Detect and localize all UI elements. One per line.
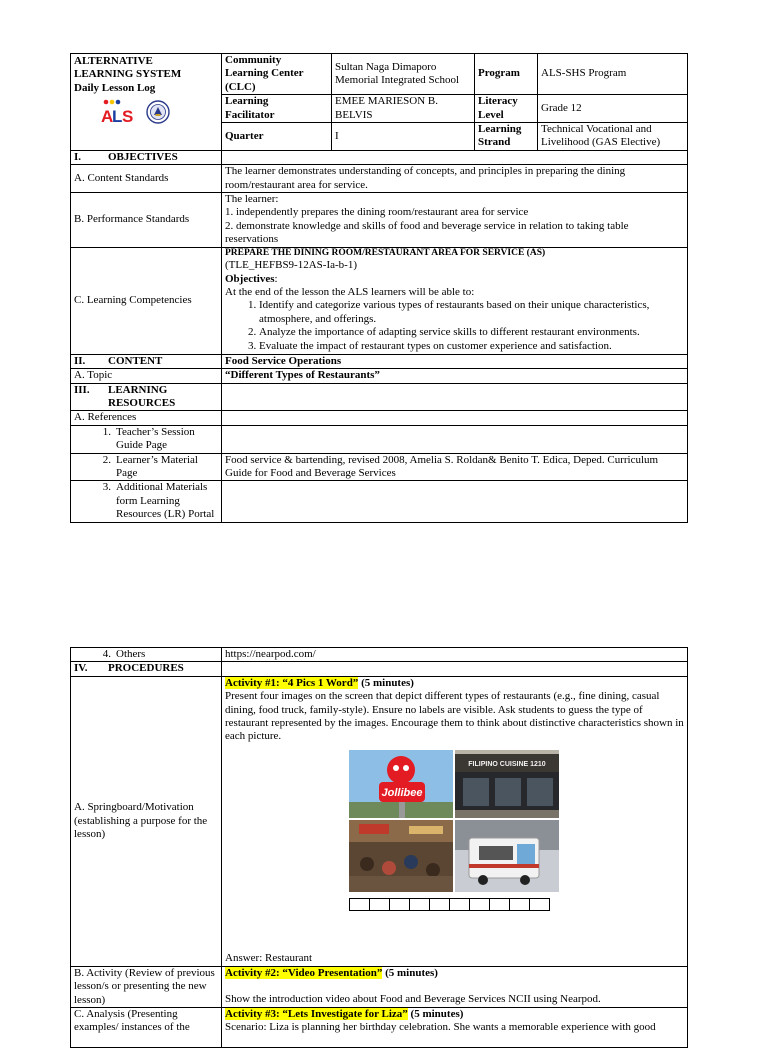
procedures-heading-text: PROCEDURES — [108, 662, 184, 675]
answer-box — [429, 898, 450, 911]
activity1-title-text: Activity #1: “4 Pics 1 Word” — [225, 676, 359, 689]
title-line-3: Daily Lesson Log — [74, 81, 156, 94]
ref-additional-materials — [71, 481, 222, 522]
resources-num: III. — [74, 383, 90, 396]
competency-objectives-label: Objectives: — [225, 272, 278, 285]
activity1-answer: Answer: Restaurant — [225, 952, 313, 965]
performance-standards-cell — [222, 193, 688, 248]
ref3-num: 3. — [102, 481, 111, 494]
jollibee-photo — [349, 750, 453, 818]
competency-item: 1. Identify and categorize various types of restaurants based on their unique characteristics, atmosphere, and offerings. — [259, 299, 684, 326]
content-standards-text: The learner demonstrates understanding of concepts, and principles in preparing the dining room/restaurant area for service. — [222, 165, 688, 193]
ref1-value — [222, 425, 688, 453]
references-label: A. References — [71, 411, 222, 425]
content-standards-label: A. Content Standards — [71, 165, 222, 193]
objectives-heading-empty — [222, 150, 688, 164]
competency-item: 3. Evaluate the impact of restaurant types on customer experience and satisfaction. — [259, 340, 684, 353]
title-line-2: LEARNING SYSTEM — [74, 68, 182, 81]
literacy-value: Grade 12 — [538, 95, 688, 123]
activity3-title — [225, 1008, 684, 1021]
program-value: ALS-SHS Program — [538, 54, 688, 95]
four-pics-grid — [349, 750, 559, 892]
activity2-time: (5 minutes) — [382, 966, 438, 979]
facilitator-label-1: Learning — [225, 95, 269, 108]
ref2-value: Food service & bartending, revised 2008, Amelia S. Roldan& Benito T. Edica, Deped. Curriculum Guide for Food and Beverage Services — [222, 453, 688, 481]
competency-list — [225, 299, 684, 353]
strand-label — [475, 123, 538, 151]
ref1-num: 1. — [102, 425, 111, 438]
resources-heading-1: LEARNING — [108, 383, 168, 396]
clc-value: Sultan Naga Dimaporo Memorial Integrated School — [332, 54, 475, 95]
food-truck-image — [455, 820, 559, 892]
topic-label: A. Topic — [71, 369, 222, 383]
jollibee-sign-text: Jollibee — [381, 786, 423, 799]
activity1-time: (5 minutes) — [358, 676, 414, 689]
strand-label-2: Strand — [478, 136, 511, 149]
competencies-label: C. Learning Competencies — [71, 247, 222, 354]
answer-box — [449, 898, 470, 911]
procedures-empty — [222, 662, 688, 676]
activity3-text: Scenario: Liza is planning her birthday celebration. She wants a memorable experience with good — [225, 1021, 656, 1034]
procedures-heading — [71, 662, 222, 676]
answer-box — [469, 898, 490, 911]
literacy-label — [475, 95, 538, 123]
filipino-cuisine-sign: FILIPINO CUISINE 1210 — [468, 760, 546, 768]
ref3-value — [222, 481, 688, 522]
activity1-text: Present four images on the screen that depict different types of restaurants (e.g., fine dining, casual dining, food truck, family-style). Ensure no labels are visible. Ask students to guess the type of restaurant represented by the images. Encourage them to think about distinctive characteristics shown in each picture. — [225, 690, 684, 743]
objectives-num: I. — [74, 150, 82, 163]
performance-intro: The learner: — [225, 193, 279, 206]
ref2-num: 2. — [102, 453, 111, 466]
activity3-time: (5 minutes) — [407, 1008, 464, 1021]
activity3-title-text: Activity #3: “Lets Investigate for Liza” — [225, 1008, 408, 1021]
food-court-image — [349, 820, 453, 892]
als-logo — [100, 99, 134, 125]
resources-empty — [222, 383, 688, 411]
jollibee-image — [349, 750, 453, 818]
activity-label: B. Activity (Review of previous lesson/s or presenting the new lesson) — [71, 966, 222, 1007]
analysis-label: C. Analysis (Presenting examples/ instances of the — [71, 1008, 222, 1048]
performance-item-2: 2. demonstrate knowledge and skills of food and beverage service in relation to taking table reservations — [225, 219, 629, 246]
content-heading-text: CONTENT — [108, 354, 163, 367]
food-court-photo — [349, 820, 453, 892]
ref2-label: Learner’s Material Page — [116, 453, 198, 479]
quarter-value: I — [332, 123, 475, 151]
literacy-label-2: Level — [478, 108, 504, 121]
title-cell — [71, 54, 222, 151]
objectives-heading-text: OBJECTIVES — [108, 150, 178, 163]
quarter-label: Quarter — [222, 123, 332, 151]
strand-value: Technical Vocational and Livelihood (GAS Elective) — [538, 123, 688, 151]
competencies-cell — [222, 247, 688, 354]
svg-text:A: A — [101, 107, 114, 126]
ref-teacher-guide — [71, 425, 222, 453]
performance-item-1: 1. independently prepares the dining room/restaurant area for service — [225, 206, 529, 219]
strand-label-1: Learning — [478, 123, 522, 136]
performance-standards-label: B. Performance Standards — [71, 193, 222, 248]
clc-label-1: Community — [225, 54, 282, 66]
answer-box — [489, 898, 510, 911]
others-row — [71, 648, 222, 662]
answer-box — [349, 898, 370, 911]
facilitator-label — [222, 95, 332, 123]
activity3-cell — [222, 1008, 688, 1048]
program-label: Program — [475, 54, 538, 95]
others-num: 4. — [102, 648, 111, 660]
content-num: II. — [74, 354, 86, 367]
competency-item: 2. Analyze the importance of adapting service skills to different restaurant environments. — [259, 326, 684, 339]
content-value: Food Service Operations — [222, 354, 688, 368]
competency-title: PREPARE THE DINING ROOM/RESTAURANT AREA FOR SERVICE (AS) — [225, 247, 546, 258]
topic-value: “Different Types of Restaurants” — [222, 369, 688, 383]
title-line-1: ALTERNATIVE — [74, 55, 153, 67]
svg-text:L: L — [112, 107, 123, 126]
answer-box — [529, 898, 550, 911]
activity2-title — [225, 967, 684, 980]
ref1-label: Teacher’s Session Guide Page — [116, 425, 195, 452]
ref-learner-material — [71, 453, 222, 481]
activity1-title — [225, 677, 684, 690]
procedures-num: IV. — [74, 662, 88, 675]
competency-code: (TLE_HEFBS9-12AS-Ia-b-1) — [225, 259, 357, 272]
ref3-label: Additional Materials form Learning Resources (LR) Portal — [116, 481, 215, 521]
activity2-text: Show the introduction video about Food and Beverage Services NCII using Nearpod. — [225, 993, 601, 1006]
clc-label-3: (CLC) — [225, 80, 256, 93]
procedures-table — [70, 647, 688, 1048]
facilitator-value: EMEE MARIESON B. BELVIS — [332, 95, 475, 123]
answer-box — [369, 898, 390, 911]
activity2-cell — [222, 966, 688, 1007]
answer-boxes — [350, 898, 684, 911]
filipino-cuisine-photo — [455, 750, 559, 818]
facilitator-label-2: Facilitator — [225, 108, 275, 121]
answer-box — [409, 898, 430, 911]
answer-box — [389, 898, 410, 911]
food-truck-photo — [455, 820, 559, 892]
clc-label — [222, 54, 332, 95]
lesson-log-table — [70, 53, 688, 523]
objectives-label: Objectives — [225, 272, 275, 285]
filipino-cuisine-image — [455, 750, 559, 818]
motivation-label: A. Springboard/Motivation (establishing a purpose for the lesson) — [71, 676, 222, 966]
resources-heading — [71, 383, 222, 411]
answer-box — [509, 898, 530, 911]
svg-text:S: S — [122, 107, 134, 126]
others-label: Others — [116, 648, 146, 660]
others-link[interactable]: https://nearpod.com/ — [222, 648, 688, 662]
references-empty — [222, 411, 688, 425]
objectives-heading — [71, 150, 222, 164]
deped-seal-icon — [146, 100, 170, 124]
clc-label-2: Learning Center — [225, 67, 304, 80]
content-heading — [71, 354, 222, 368]
motivation-cell — [222, 676, 688, 966]
activity2-title-text: Activity #2: “Video Presentation” — [225, 966, 383, 979]
resources-heading-2: RESOURCES — [108, 396, 176, 409]
literacy-label-1: Literacy — [478, 95, 518, 108]
competency-intro: At the end of the lesson the ALS learners will be able to: — [225, 286, 475, 299]
